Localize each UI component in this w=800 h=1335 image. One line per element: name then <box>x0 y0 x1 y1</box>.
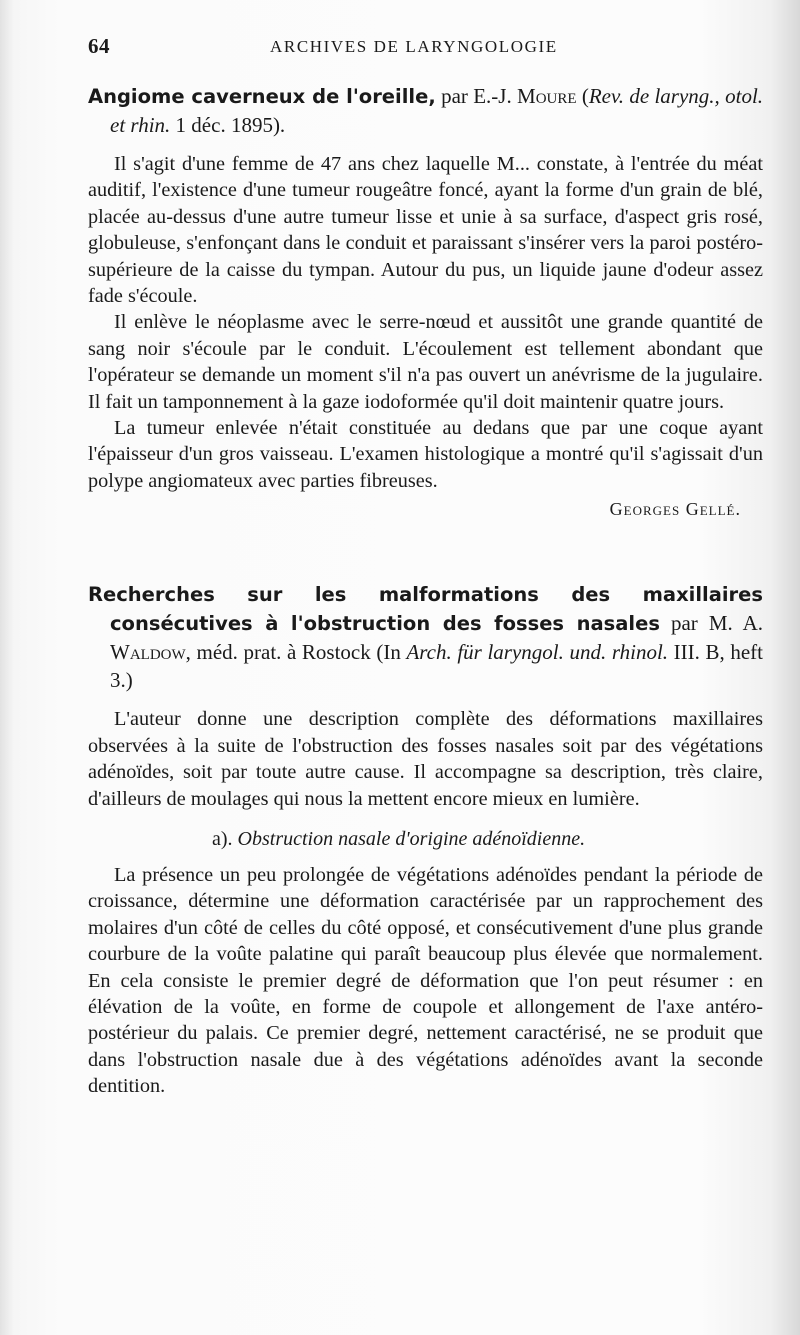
article-1-by: par <box>441 84 468 108</box>
article-1-title: Angiome caverneux de l'oreille, <box>88 85 436 108</box>
article-2-volume: III. B, heft 3.) <box>110 640 763 693</box>
subsection-heading <box>88 826 763 852</box>
page-number: 64 <box>88 34 110 58</box>
article-1-date: 1 déc. 1895). <box>170 113 286 137</box>
running-head: ARCHIVES DE LARYNGOLOGIE <box>270 37 558 56</box>
article-2-by: par <box>670 611 698 636</box>
article-1-paragraph: Il s'agit d'une femme de 47 ans chez laquelle M... constate, à l'entrée du méat auditif, l'existence d'une tumeur rougeâtre foncé, ayant la forme d'un grain de blé, placée au-dessus d'une autre tumeur lisse et unie à sa surface, d'aspect gris rosé, globuleuse, s'enfonçant dans le conduit et paraissant s'insérer vers la paroi postéro-supérieure de la caisse du tympan. Autour du pus, un liquide jaune d'odeur assez fade s'écoule. <box>88 153 763 308</box>
article-1-signature: Georges Gellé. <box>609 499 741 520</box>
page-header <box>88 34 768 60</box>
article-2-heading <box>88 580 763 694</box>
section-gap <box>88 522 763 580</box>
article-2-author: M. A. Waldow <box>110 611 764 665</box>
article-1-ref-open: ( <box>576 84 589 108</box>
article-2-body: La présence un peu prolongée de végétations adénoïdes pendant la période de croissance, détermine une déformation caractérisée par un rapprochement des molaires d'un côté de celles du côté opposé, et consécutivement d'une plus grande courbure de la voûte palatine qui paraît beaucoup plus élevée que normalement. En cela consiste le premier degré de déformation que l'on peut résumer : en élévation de la voûte, en forme de coupole et allongement de l'axe antéro-postérieur du palais. Ce premier degré, nettement caractérisé, ne se produit que dans l'obstruction nasale due à des végétations adénoïdes avant la seconde dentition. <box>88 863 763 1098</box>
article-2-intro: L'auteur donne une description complète des déformations maxillaires observées à la suite de l'obstruction des fosses nasales soit par des végétations adénoïdes, soit par toute autre cause. Il accompagne sa description, très claire, d'ailleurs de moulages qui nous la mettent encore mieux en lumière. <box>88 708 763 810</box>
article-1-paragraph: Il enlève le néoplasme avec le serre-nœud et aussitôt une grande quantité de sang noir s'écoule par le conduit. L'écoulement est tellement abondant que l'opérateur se demande un moment s'il n'a pas ouvert un anévrisme de la jugulaire. Il fait un tamponnement à la gaze iodoformée qu'il doit maintenir quatre jours. <box>88 311 763 413</box>
article-2-affiliation: , méd. prat. à Rostock (In <box>185 640 407 665</box>
article-2-journal: Arch. für laryngol. und. rhinol. <box>406 640 669 665</box>
subsection-label: a). <box>212 827 233 850</box>
article-1-journal: Rev. de laryng., otol. et rhin. <box>110 84 764 137</box>
article-1-paragraph: La tumeur enlevée n'était constituée au dedans que par une coque ayant l'épaisseur d'un gros vaisseau. L'examen histologique a montré qu'il s'agissait d'un polype angiomateux avec parties fibreuses. <box>88 417 763 492</box>
subsection-title: Obstruction nasale d'origine adénoïdienne. <box>237 827 586 850</box>
page-content <box>88 82 763 1100</box>
article-2-title: Recherches sur les malformations des maxillaires consécutives à l'obstruction des fosses nasales <box>88 583 763 636</box>
article-1-heading <box>88 82 763 139</box>
article-1-author: E.-J. Moure <box>473 84 577 108</box>
